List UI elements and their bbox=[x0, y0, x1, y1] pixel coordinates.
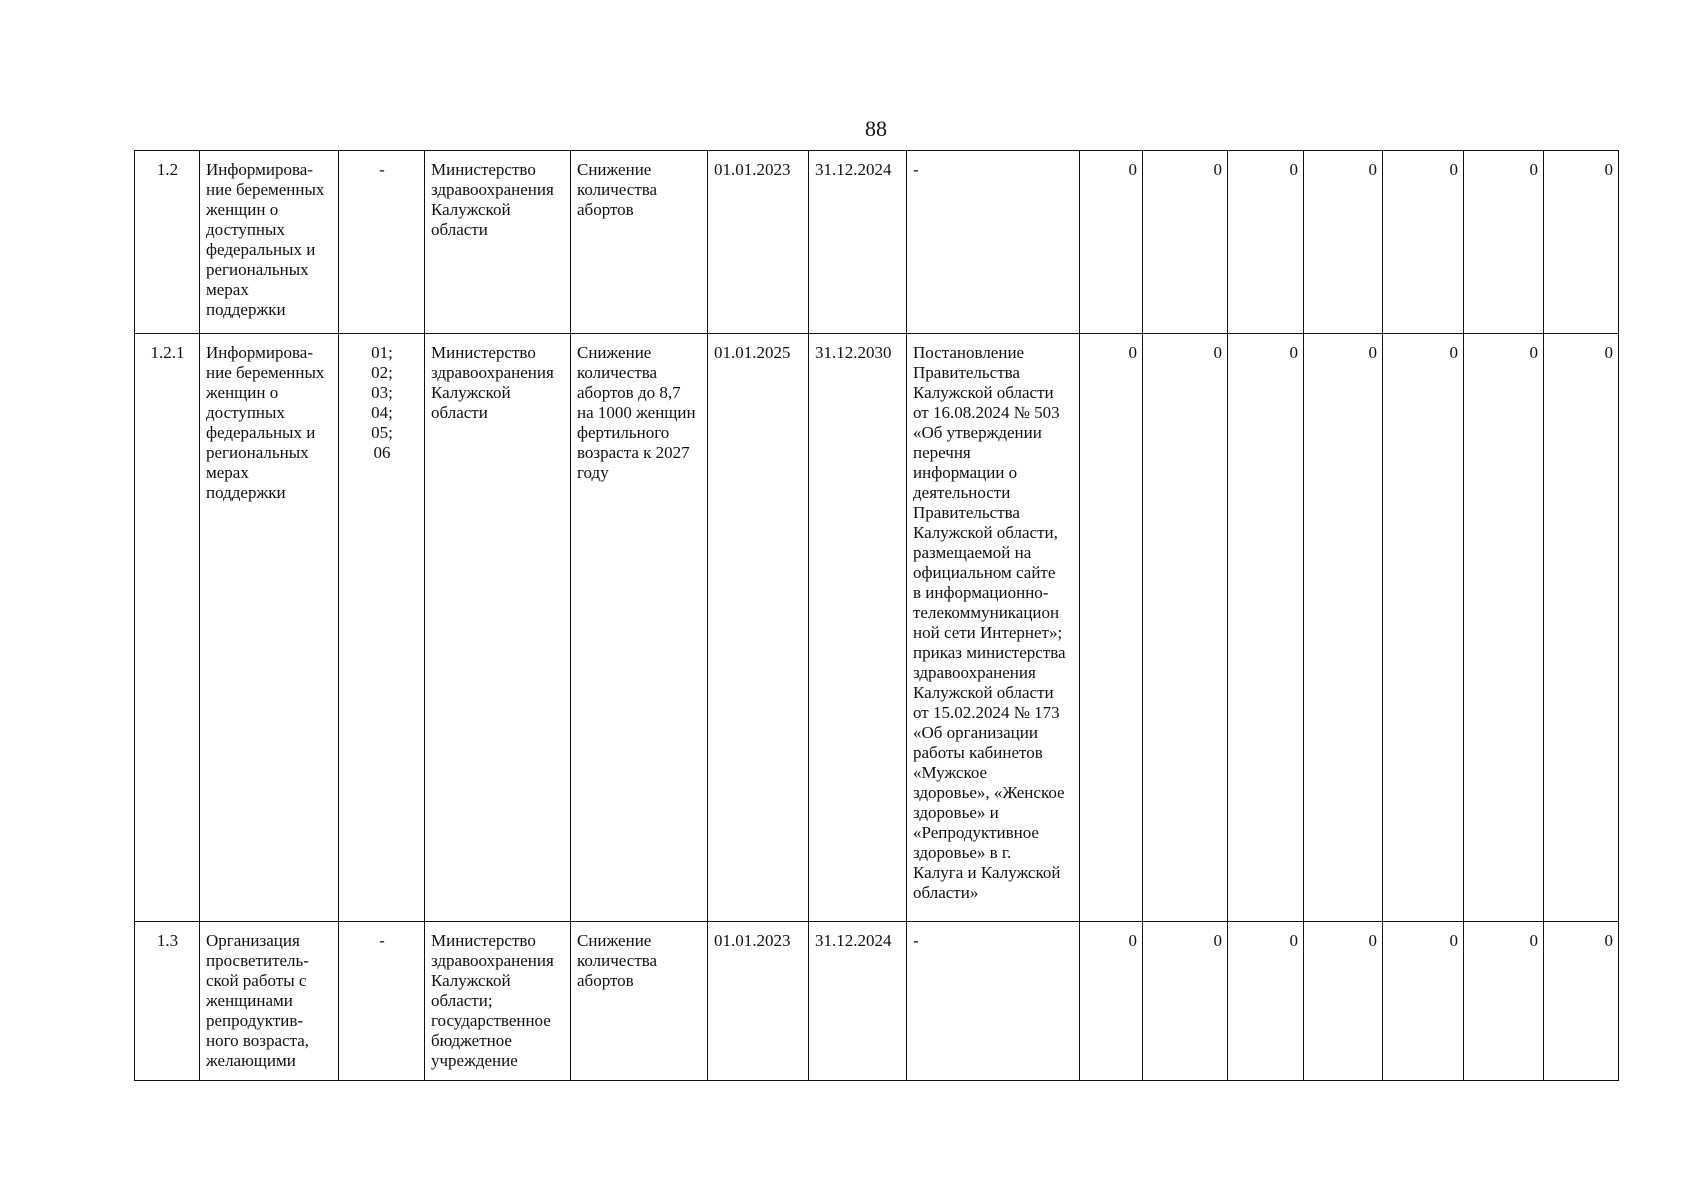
value-cell: 0 bbox=[1080, 151, 1143, 334]
value-cell: 0 bbox=[1383, 151, 1464, 334]
basis-cell: - bbox=[907, 922, 1080, 1081]
codes-cell: - bbox=[339, 151, 425, 334]
value-cell: 0 bbox=[1304, 922, 1383, 1081]
start-date: 01.01.2025 bbox=[708, 334, 809, 922]
table-row bbox=[135, 151, 1619, 334]
table-row bbox=[135, 922, 1619, 1081]
value-cell: 0 bbox=[1464, 922, 1544, 1081]
start-date: 01.01.2023 bbox=[708, 151, 809, 334]
value-cell: 0 bbox=[1080, 334, 1143, 922]
value-cell: 0 bbox=[1143, 334, 1228, 922]
measure-name: Организация просветитель- ской работы с женщинами репродуктив- ного возраста, желающими bbox=[200, 922, 339, 1081]
start-date: 01.01.2023 bbox=[708, 922, 809, 1081]
codes-cell: - bbox=[339, 922, 425, 1081]
executor-cell: Министерство здравоохранения Калужской области bbox=[425, 151, 571, 334]
row-number: 1.2 bbox=[135, 151, 200, 334]
result-cell: Снижение количества абортов до 8,7 на 1000 женщин фертильного возраста к 2027 году bbox=[571, 334, 708, 922]
value-cell: 0 bbox=[1544, 334, 1619, 922]
value-cell: 0 bbox=[1383, 334, 1464, 922]
result-cell: Снижение количества абортов bbox=[571, 151, 708, 334]
measures-table bbox=[134, 150, 1619, 1081]
end-date: 31.12.2024 bbox=[809, 151, 907, 334]
result-cell: Снижение количества абортов bbox=[571, 922, 708, 1081]
row-number: 1.3 bbox=[135, 922, 200, 1081]
value-cell: 0 bbox=[1383, 922, 1464, 1081]
value-cell: 0 bbox=[1228, 334, 1304, 922]
page-number: 88 bbox=[865, 116, 887, 141]
codes-cell: 01; 02; 03; 04; 05; 06 bbox=[339, 334, 425, 922]
value-cell: 0 bbox=[1544, 922, 1619, 1081]
basis-cell: Постановление Правительства Калужской области от 16.08.2024 № 503 «Об утверждении перечня информации о деятельности Правительства Калужской области, размещаемой на официальном сайте в информационно- телекоммуникацион ной сети Интернет»; приказ министерства здравоохранения Калужской области от 15.02.2024 № 173 «Об организации работы кабинетов «Мужское здоровье», «Женское здоровье» и «Репродуктивное здоровье» в г. Калуга и Калужской области» bbox=[907, 334, 1080, 922]
value-cell: 0 bbox=[1304, 151, 1383, 334]
end-date: 31.12.2024 bbox=[809, 922, 907, 1081]
measure-name: Информирова- ние беременных женщин о доступных федеральных и региональных мерах поддержки bbox=[200, 151, 339, 334]
value-cell: 0 bbox=[1080, 922, 1143, 1081]
value-cell: 0 bbox=[1143, 922, 1228, 1081]
end-date: 31.12.2030 bbox=[809, 334, 907, 922]
executor-cell: Министерство здравоохранения Калужской области bbox=[425, 334, 571, 922]
executor-cell: Министерство здравоохранения Калужской области; государственное бюджетное учреждение bbox=[425, 922, 571, 1081]
value-cell: 0 bbox=[1464, 334, 1544, 922]
value-cell: 0 bbox=[1228, 151, 1304, 334]
measure-name: Информирова- ние беременных женщин о доступных федеральных и региональных мерах поддержки bbox=[200, 334, 339, 922]
row-number: 1.2.1 bbox=[135, 334, 200, 922]
value-cell: 0 bbox=[1228, 922, 1304, 1081]
value-cell: 0 bbox=[1464, 151, 1544, 334]
value-cell: 0 bbox=[1143, 151, 1228, 334]
table-row bbox=[135, 334, 1619, 922]
value-cell: 0 bbox=[1304, 334, 1383, 922]
value-cell: 0 bbox=[1544, 151, 1619, 334]
basis-cell: - bbox=[907, 151, 1080, 334]
